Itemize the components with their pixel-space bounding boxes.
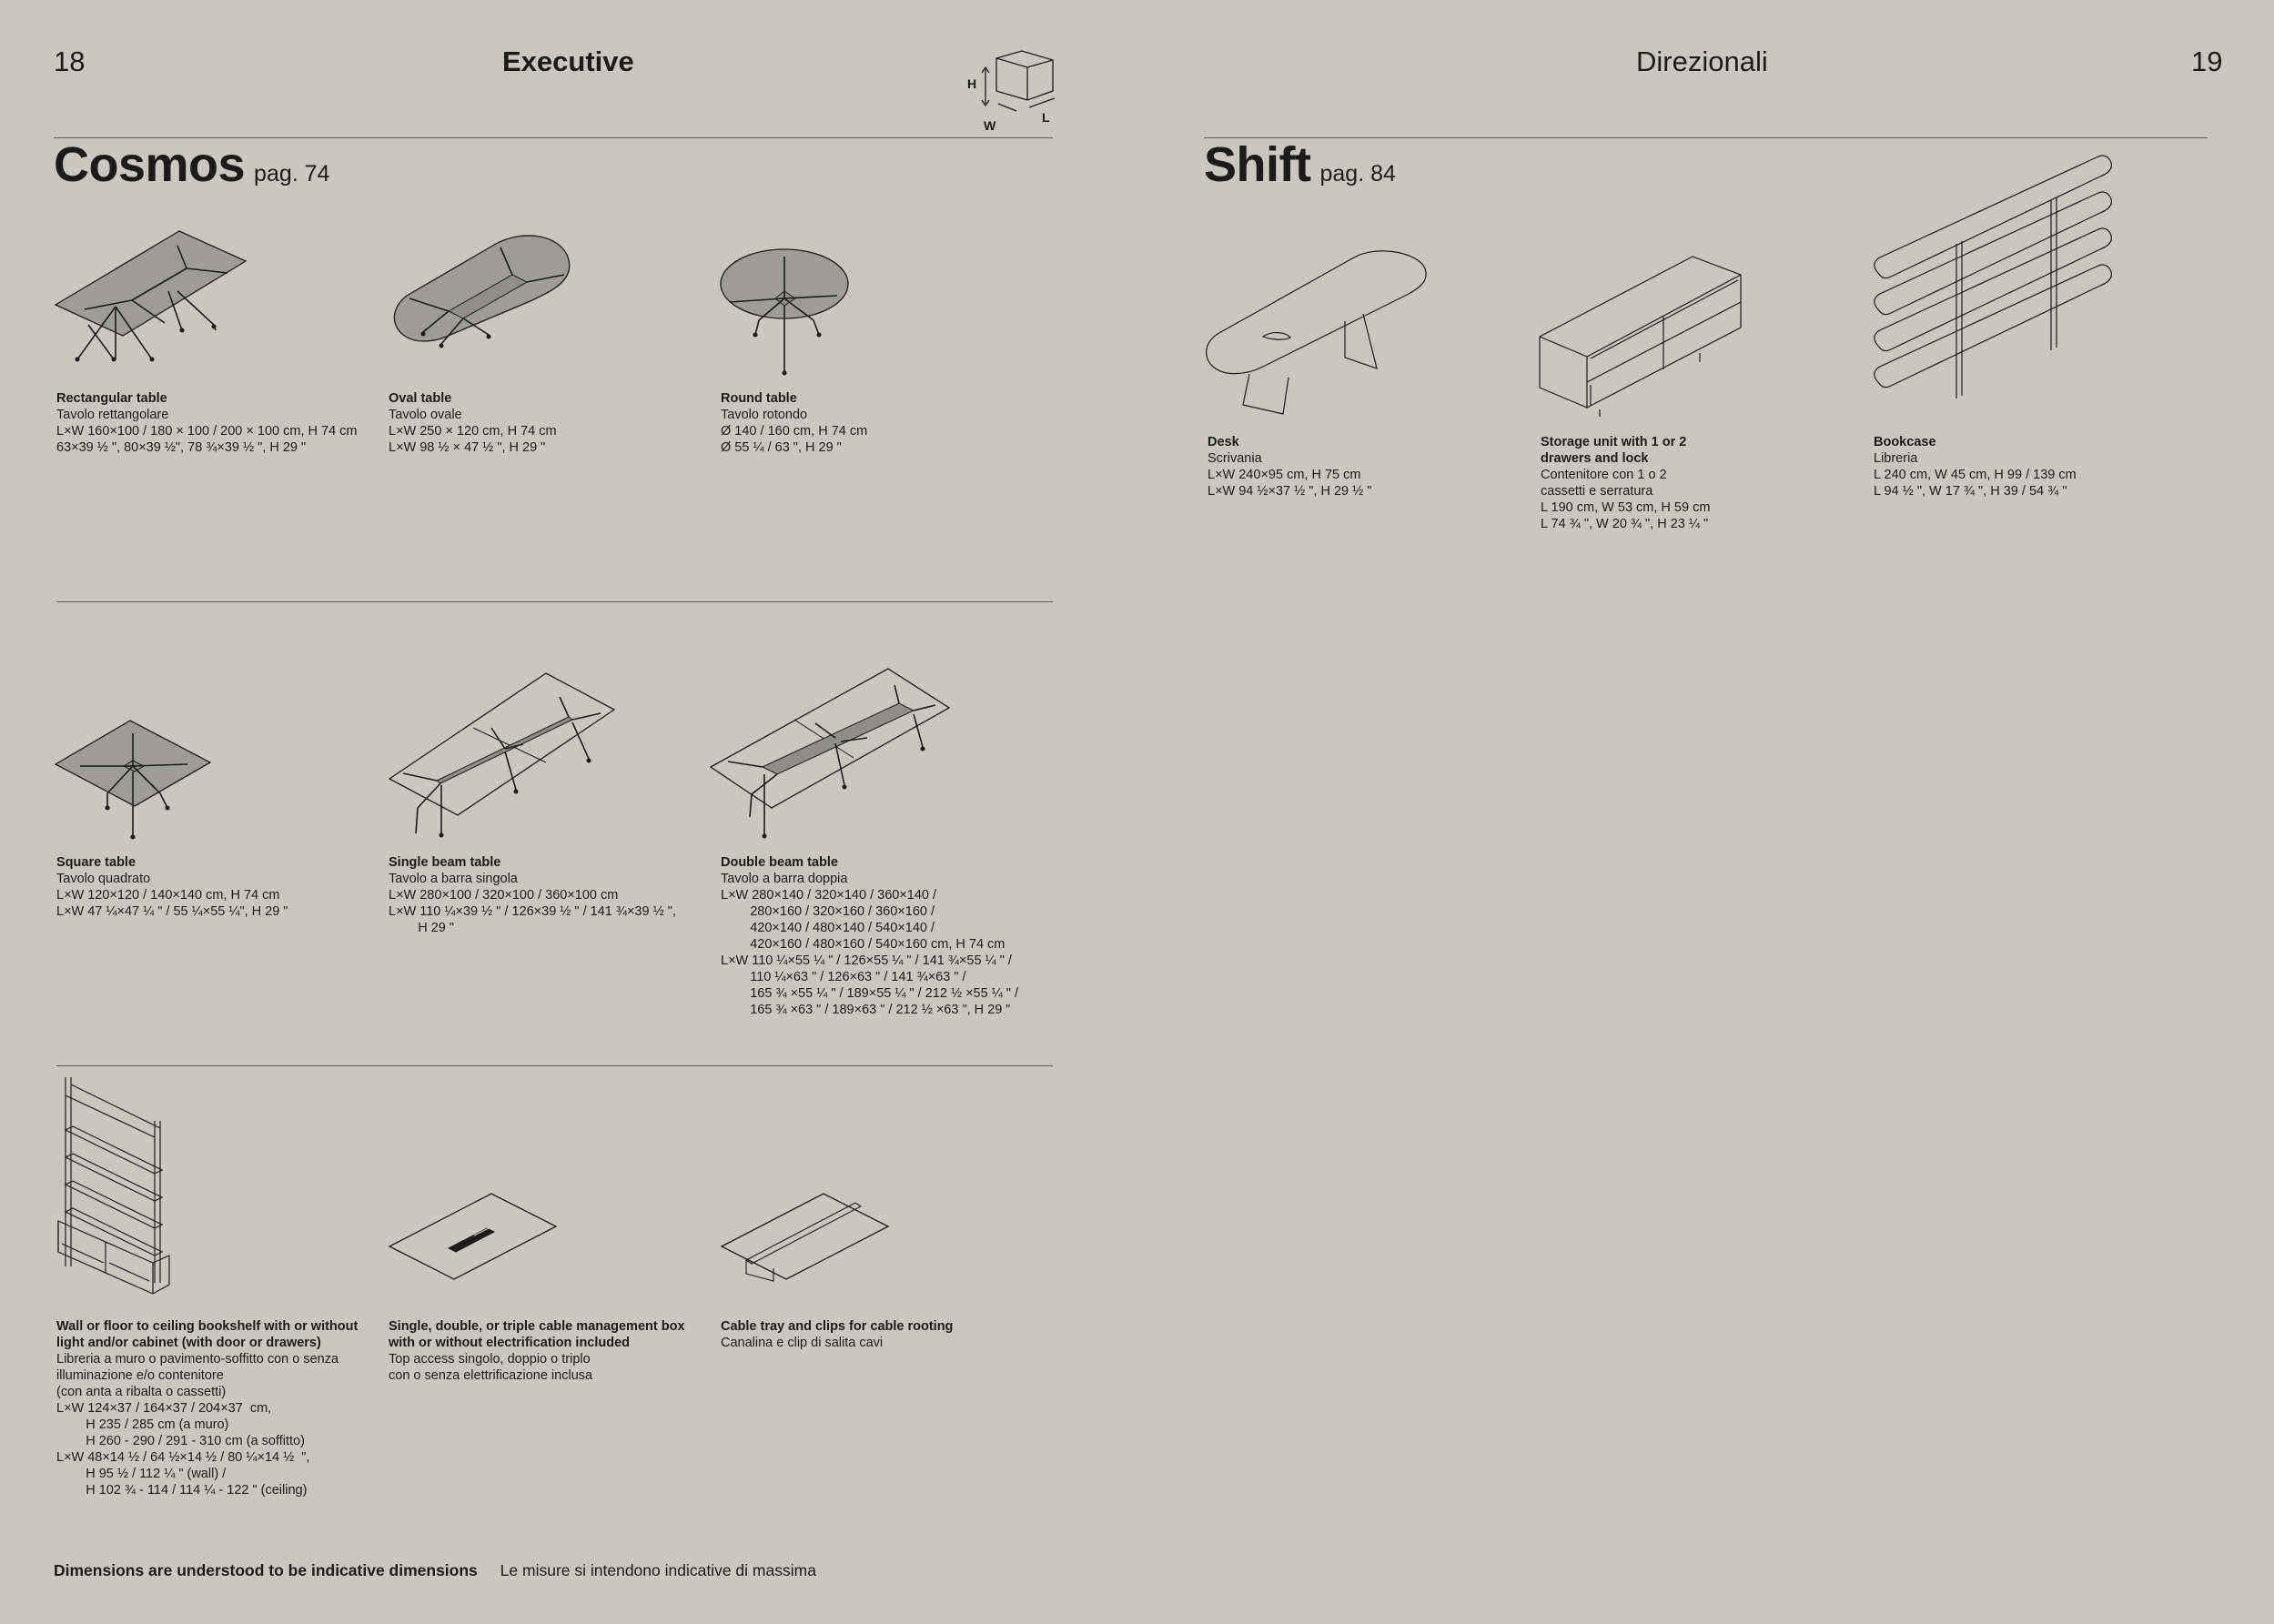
right-running-title: Direzionali (1636, 45, 1768, 77)
product-detail: H 235 / 285 cm (a muro) (56, 1417, 229, 1432)
section-divider-2 (56, 1065, 1053, 1066)
product-detail: L×W 48×14 ½ / 64 ½×14 ½ / 80 ¼×14 ½ ", (56, 1450, 310, 1465)
rectangular-table-drawing (50, 223, 259, 405)
single-beam-table-drawing (387, 671, 619, 840)
caption-storage-unit (1541, 434, 1711, 532)
product-detail: H 260 - 290 / 291 - 310 cm (a soffitto) (56, 1434, 305, 1448)
collection-heading-cosmos (54, 136, 329, 193)
product-title: Wall or floor to ceiling bookshelf with or without light and/or cabinet (with door or drawers) (56, 1319, 359, 1350)
section-divider-1 (56, 601, 1053, 602)
double-beam-table-drawing (708, 667, 954, 844)
product-detail: 165 ¾ ×55 ¼ " / 189×55 ¼ " / 212 ½ ×55 ¼ " / (721, 986, 1019, 1001)
oval-table-drawing (387, 227, 578, 355)
product-title: Oval table (389, 391, 452, 406)
product-detail: (con anta a ribalta o cassetti) (56, 1385, 227, 1399)
wall-bookshelf-drawing (55, 1075, 177, 1289)
product-detail: L 94 ½ ", W 17 ¾ ", H 39 / 54 ¾ " (1874, 484, 2067, 499)
product-detail: Tavolo a barra singola (389, 872, 518, 886)
caption-round-table (721, 390, 1048, 456)
axis-l-label: L (1042, 110, 1050, 125)
product-detail: L×W 250 × 120 cm, H 74 cm (389, 424, 557, 439)
product-detail: L 190 cm, W 53 cm, H 59 cm (1541, 500, 1711, 515)
product-title: Square table (56, 855, 136, 870)
product-detail: L×W 160×100 / 180 × 100 / 200 × 100 cm, H 74 cm (56, 424, 358, 439)
product-detail: Tavolo ovale (389, 408, 462, 422)
product-title: Round table (721, 391, 797, 406)
caption-wall-bookshelf (56, 1318, 375, 1498)
axis-w-label: W (984, 118, 996, 133)
product-detail: Scrivania (1208, 451, 1262, 466)
product-detail: L 74 ¾ ", W 20 ¾ ", H 23 ¼ " (1541, 517, 1709, 531)
product-detail: con o senza elettrificazione inclusa (389, 1368, 593, 1383)
product-detail: Libreria a muro o pavimento-soffitto con o senza (56, 1352, 339, 1367)
left-running-title: Executive (502, 45, 634, 77)
storage-unit-drawing (1536, 253, 1745, 417)
collection-page-ref: pag. 84 (1319, 161, 1396, 187)
desk-drawing (1199, 241, 1431, 414)
product-detail: L×W 110 ¼×55 ¼ " / 126×55 ¼ " / 141 ¾×55 ¼ " / (721, 953, 1012, 968)
product-detail: L×W 47 ¼×47 ¼ " / 55 ¼×55 ¼", H 29 " (56, 904, 288, 919)
product-detail: Ø 55 ¼ / 63 ", H 29 " (721, 440, 842, 455)
product-detail: L×W 110 ¼×39 ½ " / 126×39 ½ " / 141 ¾×39 ½ ", (389, 904, 676, 919)
product-detail: L 240 cm, W 45 cm, H 99 / 139 cm (1874, 468, 2077, 482)
product-detail: L×W 120×120 / 140×140 cm, H 74 cm (56, 888, 280, 903)
caption-square-table (56, 854, 384, 920)
footnote-english: Dimensions are understood to be indicative dimensions (54, 1561, 478, 1579)
square-table-drawing (53, 719, 217, 846)
collection-name: Shift (1204, 137, 1311, 192)
cable-tray-drawing (719, 1192, 892, 1292)
product-detail: 420×140 / 480×140 / 540×140 / (721, 921, 935, 935)
left-page-number: 18 (54, 45, 86, 77)
product-detail: L×W 94 ½×37 ½ ", H 29 ½ " (1208, 484, 1372, 499)
product-detail: 165 ¾ ×63 " / 189×63 " / 212 ½ ×63 ", H 29 " (721, 1003, 1011, 1017)
product-title: Single, double, or triple cable management box with or without electrification included (389, 1319, 685, 1350)
product-detail: H 95 ½ / 112 ¼ " (wall) / (56, 1467, 227, 1481)
cable-box-drawing (387, 1192, 560, 1292)
dimensions-footnote (54, 1561, 816, 1580)
product-detail: Tavolo rotondo (721, 408, 808, 422)
caption-rectangular-table (56, 390, 402, 456)
product-detail: Tavolo quadrato (56, 872, 151, 886)
caption-cable-box (389, 1318, 698, 1384)
caption-cable-tray (721, 1318, 1048, 1351)
dimension-axis-icon (960, 47, 1060, 138)
product-detail: Contenitore con 1 o 2 (1541, 468, 1667, 482)
product-detail: Libreria (1874, 451, 1918, 466)
product-title: Rectangular table (56, 391, 167, 406)
product-title: Double beam table (721, 855, 838, 870)
product-title: Storage unit with 1 or 2 drawers and lock (1541, 435, 1687, 466)
product-detail: L×W 280×100 / 320×100 / 360×100 cm (389, 888, 619, 903)
product-detail: L×W 240×95 cm, H 75 cm (1208, 468, 1361, 482)
axis-h-label: H (967, 76, 977, 91)
caption-oval-table (389, 390, 716, 456)
caption-desk (1208, 434, 1535, 499)
product-detail: 110 ¼×63 " / 126×63 " / 141 ¾×63 " / (721, 970, 966, 984)
product-title: Single beam table (389, 855, 501, 870)
collection-name: Cosmos (54, 137, 246, 192)
product-title: Cable tray and clips for cable rooting (721, 1319, 954, 1334)
product-detail: 420×160 / 480×160 / 540×160 cm, H 74 cm (721, 937, 1006, 952)
footnote-italian: Le misure si intendono indicative di massima (500, 1561, 816, 1579)
bookcase-drawing (1873, 155, 2118, 414)
caption-double-beam-table (721, 854, 1066, 1018)
product-detail: L×W 124×37 / 164×37 / 204×37 cm, (56, 1401, 272, 1416)
product-detail: H 29 " (389, 921, 455, 935)
round-table-drawing (719, 246, 864, 382)
product-detail: 63×39 ½ ", 80×39 ½", 78 ¾×39 ½ ", H 29 " (56, 440, 307, 455)
product-detail: H 102 ¾ - 114 / 114 ¼ - 122 " (ceiling) (56, 1483, 308, 1498)
caption-single-beam-table (389, 854, 716, 936)
product-detail: Ø 140 / 160 cm, H 74 cm (721, 424, 868, 439)
product-detail: Tavolo a barra doppia (721, 872, 848, 886)
right-page-number: 19 (2191, 45, 2223, 77)
caption-bookcase (1874, 434, 2201, 499)
collection-heading-shift (1204, 136, 1396, 193)
product-detail: Tavolo rettangolare (56, 408, 169, 422)
product-title: Desk (1208, 435, 1239, 449)
product-detail: Canalina e clip di salita cavi (721, 1336, 884, 1350)
product-title: Bookcase (1874, 435, 1936, 449)
product-detail: L×W 280×140 / 320×140 / 360×140 / (721, 888, 937, 903)
collection-page-ref: pag. 74 (254, 161, 330, 187)
product-detail: Top access singolo, doppio o triplo (389, 1352, 591, 1367)
product-detail: L×W 98 ½ × 47 ½ ", H 29 " (389, 440, 546, 455)
product-detail: cassetti e serratura (1541, 484, 1653, 499)
product-detail: 280×160 / 320×160 / 360×160 / (721, 904, 935, 919)
product-detail: illuminazione e/o contenitore (56, 1368, 224, 1383)
